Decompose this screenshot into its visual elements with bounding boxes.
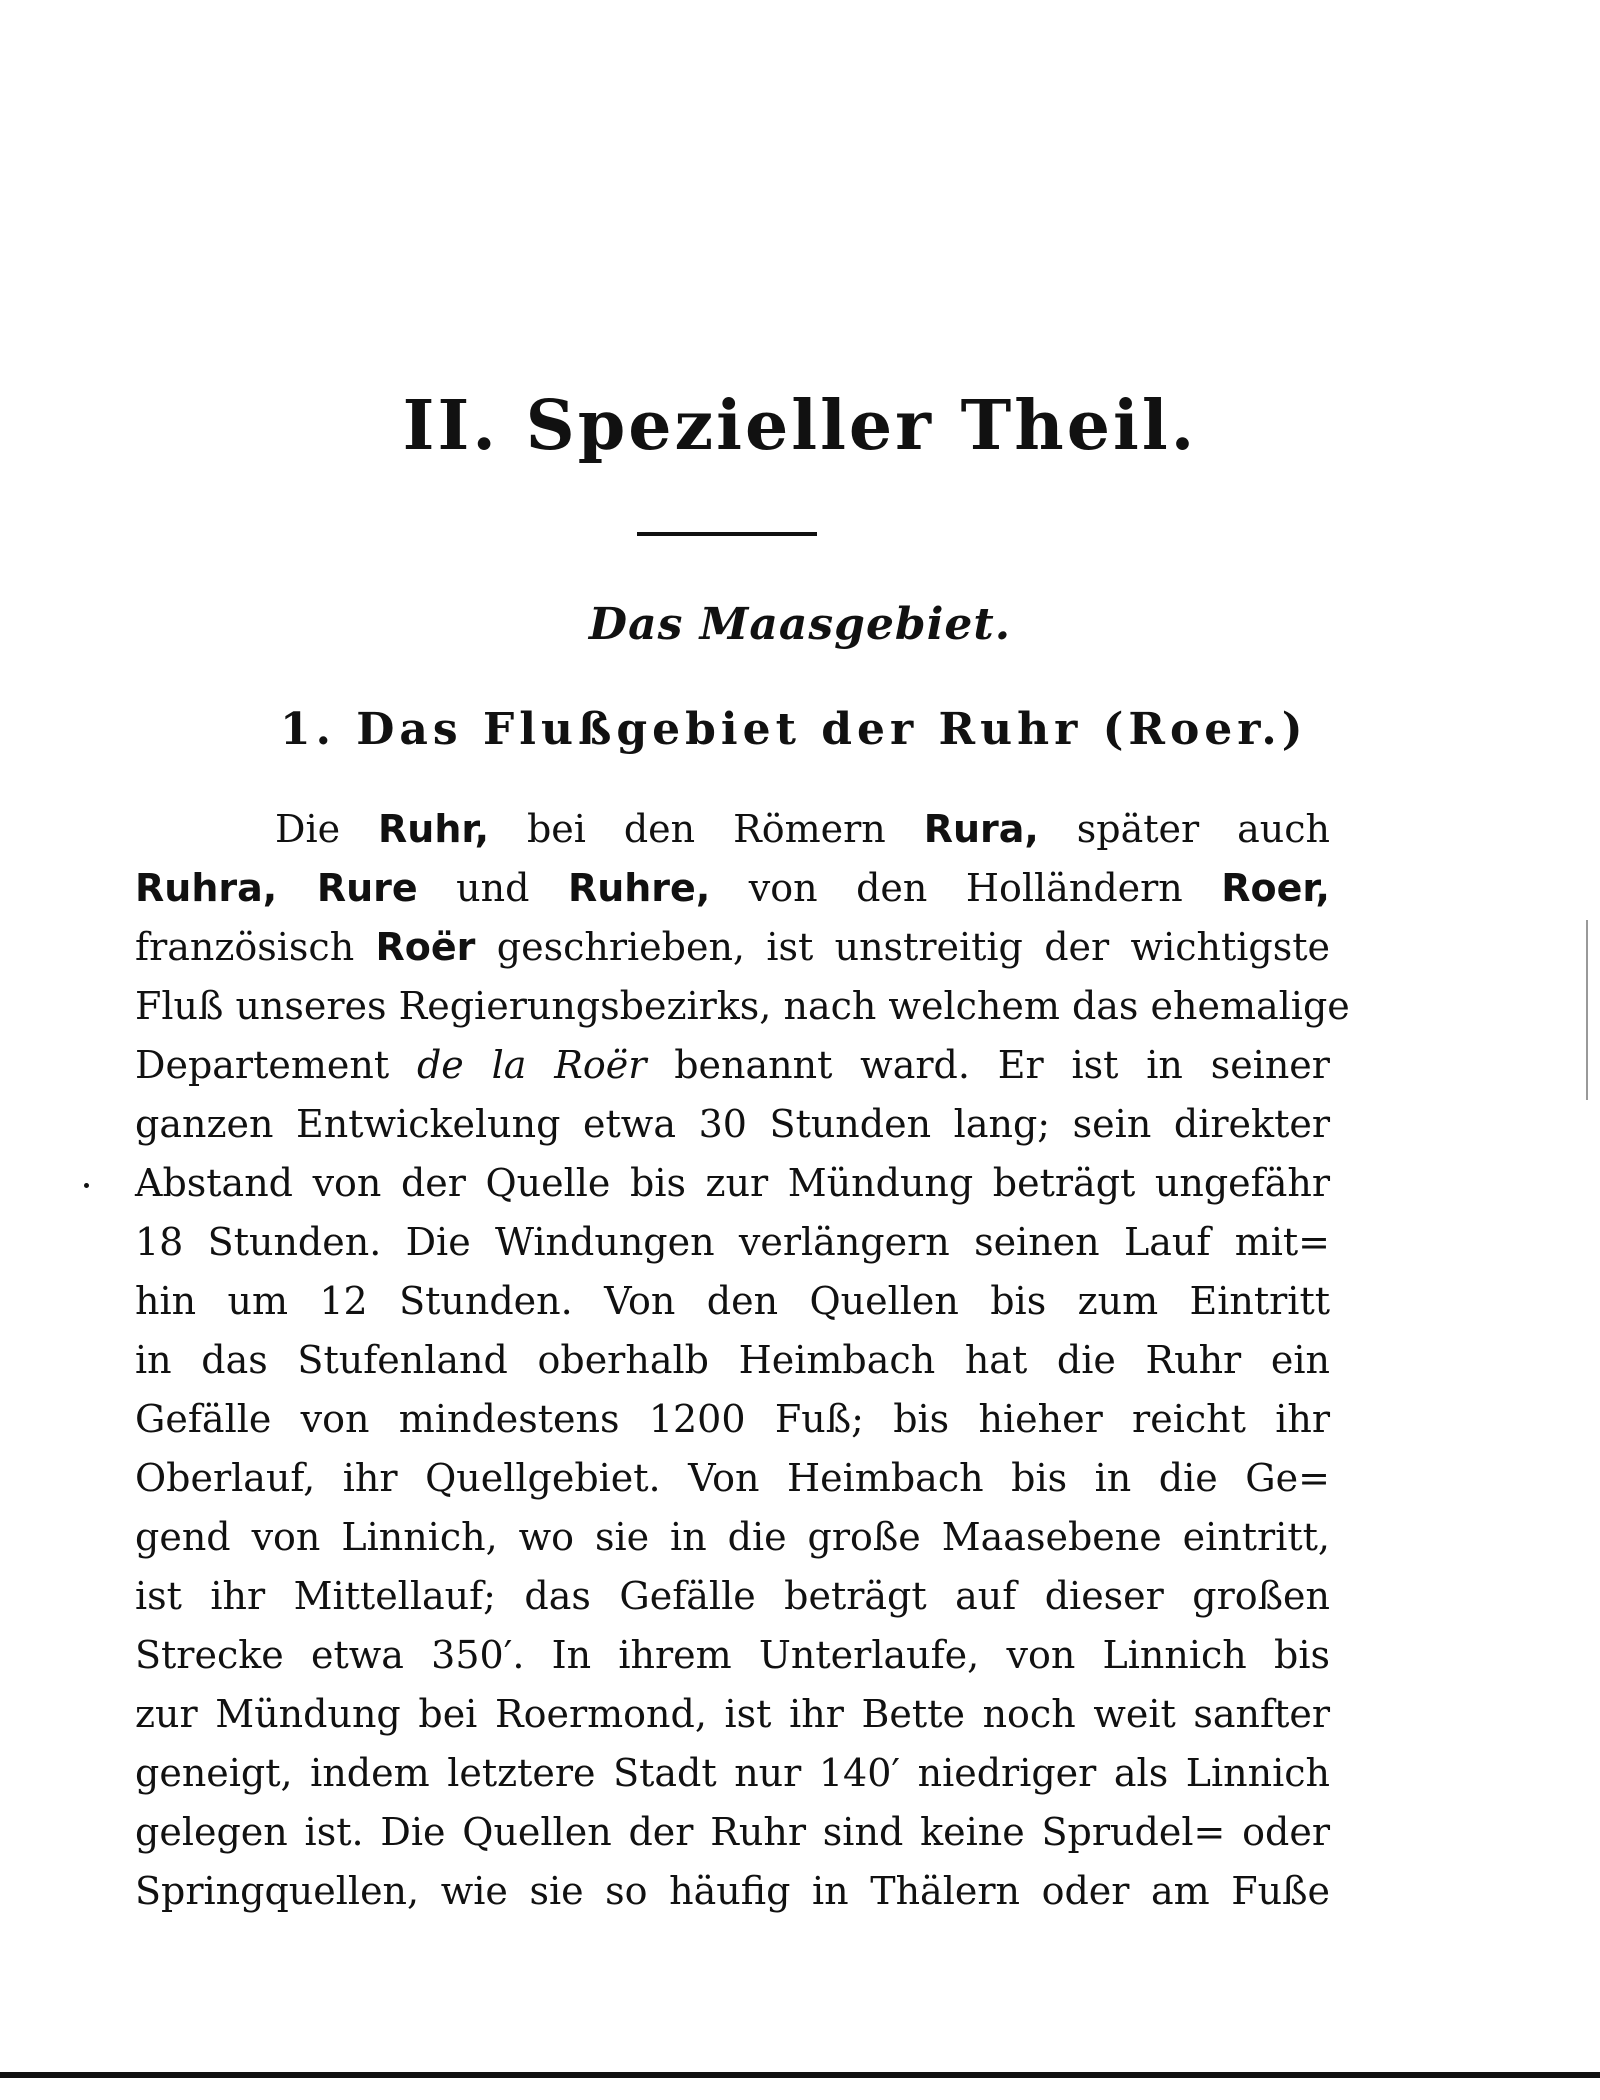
scan-edge-mark: [1586, 920, 1588, 1100]
section-title: Das Maasgebiet.: [588, 599, 1012, 650]
title-divider: [637, 532, 817, 536]
scan-bottom-edge: [0, 2072, 1600, 2078]
text-line: Strecke etwa 350′. In ihrem Unterlaufe, von Linnich bis: [135, 1633, 1330, 1677]
body-paragraph: [135, 800, 1350, 1921]
margin-mark: [84, 1183, 89, 1188]
text-line: Departement de la Roër benannt ward. Er ist in seiner: [135, 1043, 1330, 1087]
text-line: hin um 12 Stunden. Von den Quellen bis zum Eintritt: [135, 1279, 1330, 1323]
text-line: Abstand von der Quelle bis zur Mündung beträgt ungefähr: [135, 1161, 1330, 1205]
text-line: Oberlauf, ihr Quellgebiet. Von Heimbach bis in die Ge=: [135, 1456, 1330, 1500]
text-line: Fluß unseres Regierungsbezirks, nach welchem das ehemalige: [135, 984, 1350, 1028]
text-line: Gefälle von mindestens 1200 Fuß; bis hieher reicht ihr: [135, 1397, 1330, 1441]
text-line: Ruhra, Rure und Ruhre, von den Holländern Roer,: [135, 866, 1330, 910]
text-line: französisch Roër geschrieben, ist unstreitig der wichtigste: [135, 925, 1330, 969]
text-line: in das Stufenland oberhalb Heimbach hat die Ruhr ein: [135, 1338, 1330, 1382]
text-line: gend von Linnich, wo sie in die große Maasebene eintritt,: [135, 1515, 1330, 1559]
text-line: ist ihr Mittellauf; das Gefälle beträgt auf dieser großen: [135, 1574, 1330, 1618]
subsection-title: 1. Das Flußgebiet der Ruhr (Roer.): [280, 704, 1308, 755]
text-line: Die Ruhr, bei den Römern Rura, später auch: [275, 807, 1330, 851]
text-line: geneigt, indem letztere Stadt nur 140′ niedriger als Linnich: [135, 1751, 1330, 1795]
text-line: Springquellen, wie sie so häufig in Thälern oder am Fuße: [135, 1869, 1330, 1913]
part-title: II. Spezieller Theil.: [402, 386, 1198, 466]
text-line: ganzen Entwickelung etwa 30 Stunden lang; sein direkter: [135, 1102, 1330, 1146]
text-line: gelegen ist. Die Quellen der Ruhr sind keine Sprudel= oder: [135, 1810, 1330, 1854]
text-line: zur Mündung bei Roermond, ist ihr Bette noch weit sanfter: [135, 1692, 1330, 1736]
text-line: 18 Stunden. Die Windungen verlängern seinen Lauf mit=: [135, 1220, 1330, 1264]
